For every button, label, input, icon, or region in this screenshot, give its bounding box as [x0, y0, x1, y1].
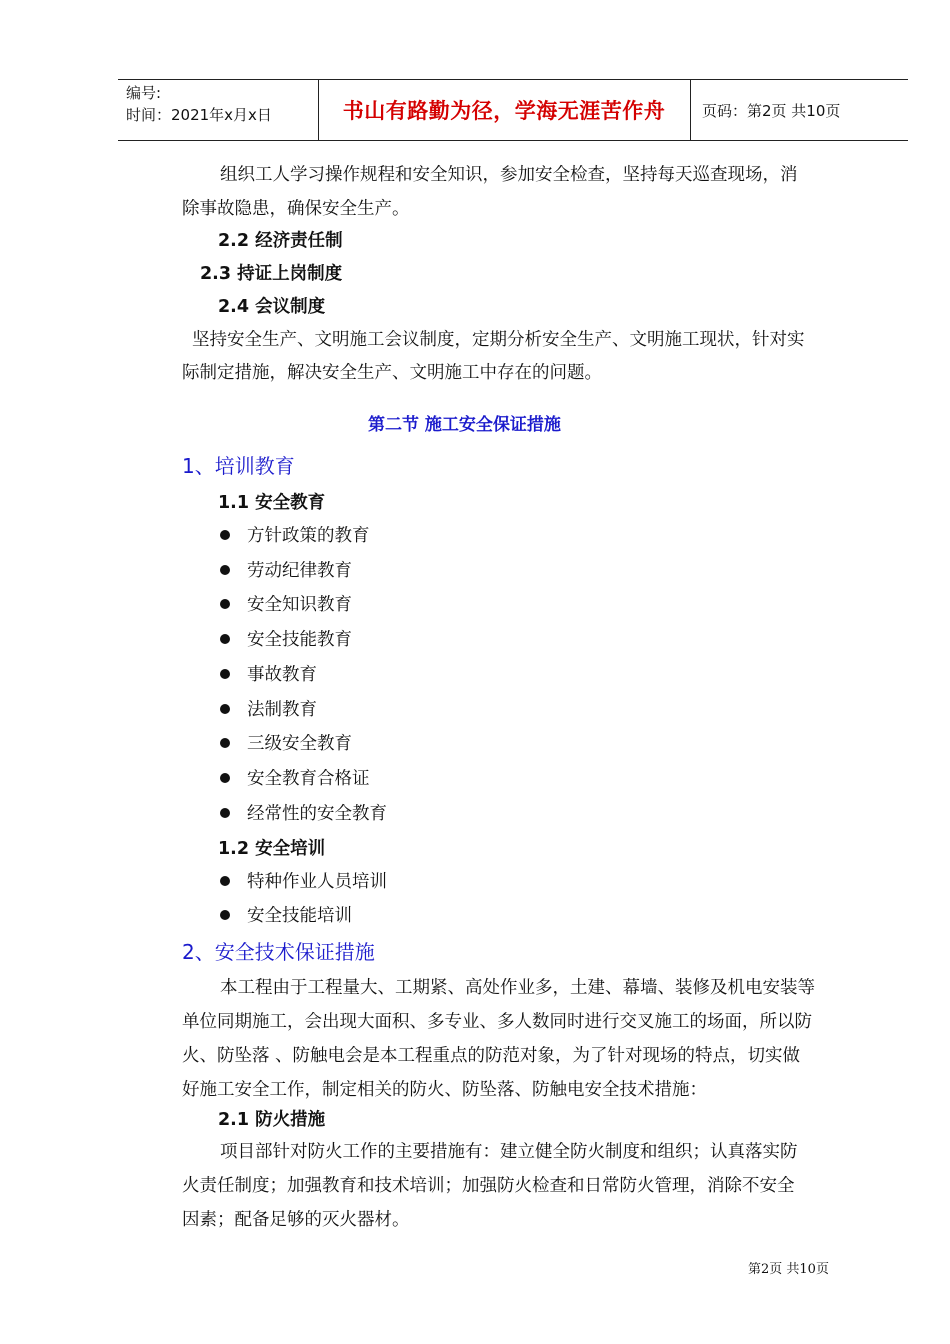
bullet-icon — [220, 565, 230, 575]
list-item: 方针政策的教育 — [247, 526, 370, 546]
paragraph-line: 本工程由于工程量大、工期紧、高处作业多，土建、幕墙、装修及机电安装等 — [220, 978, 815, 998]
heading-training: 1、培训教育 — [182, 454, 295, 478]
bullet-icon — [220, 669, 230, 679]
heading-technical-measures: 2、安全技术保证措施 — [182, 940, 375, 964]
list-item: 安全教育合格证 — [247, 769, 370, 789]
paragraph-line: 除事故隐患，确保安全生产。 — [182, 199, 410, 219]
paragraph-line: 组织工人学习操作规程和安全知识，参加安全检查，坚持每天巡查现场，消 — [220, 165, 798, 185]
section-title: 第二节 施工安全保证措施 — [368, 415, 561, 435]
paragraph-line: 单位同期施工，会出现大面积、多专业、多人数同时进行交叉施工的场面，所以防 — [182, 1012, 812, 1032]
paragraph-line: 项目部针对防火工作的主要措施有：建立健全防火制度和组织；认真落实防 — [220, 1142, 798, 1162]
bullet-icon — [220, 773, 230, 783]
subheading: 2.1 防火措施 — [218, 1110, 326, 1130]
bullet-icon — [220, 738, 230, 748]
bullet-icon — [220, 910, 230, 920]
subheading: 1.2 安全培训 — [218, 839, 326, 859]
subheading: 2.4 会议制度 — [218, 297, 326, 317]
bullet-icon — [220, 876, 230, 886]
page-footer: 第2页 共10页 — [748, 1262, 829, 1277]
bullet-icon — [220, 634, 230, 644]
time-label: 时间：2021年x月x日 — [126, 106, 272, 124]
paragraph-line: 火、防坠落 、防触电会是本工程重点的防范对象，为了针对现场的特点，切实做 — [182, 1046, 801, 1066]
paragraph-line: 际制定措施，解决安全生产、文明施工中存在的问题。 — [182, 363, 602, 383]
list-item: 安全知识教育 — [247, 595, 352, 615]
subheading: 2.2 经济责任制 — [218, 231, 343, 251]
header-meta — [126, 82, 316, 126]
page-header — [118, 79, 908, 141]
list-item: 经常性的安全教育 — [247, 804, 387, 824]
list-item: 事故教育 — [247, 665, 317, 685]
paragraph-line: 火责任制度；加强教育和技术培训；加强防火检查和日常防火管理，消除不安全 — [182, 1176, 795, 1196]
list-item: 安全技能培训 — [247, 906, 352, 926]
code-label: 编号: — [126, 84, 162, 102]
bullet-icon — [220, 530, 230, 540]
header-page-label: 页码：第2页 共10页 — [702, 101, 841, 120]
list-item: 安全技能教育 — [247, 630, 352, 650]
paragraph-line: 因素；配备足够的灭火器材。 — [182, 1210, 410, 1230]
list-item: 法制教育 — [247, 700, 317, 720]
paragraph-line: 好施工安全工作，制定相关的防火、防坠落、防触电安全技术措施： — [182, 1080, 707, 1100]
bullet-icon — [220, 704, 230, 714]
bullet-icon — [220, 808, 230, 818]
paragraph-line: 坚持安全生产、文明施工会议制度，定期分析安全生产、文明施工现状，针对实 — [192, 330, 805, 350]
subheading: 2.3 持证上岗制度 — [200, 264, 343, 284]
header-motto: 书山有路勤为径，学海无涯苦作舟 — [342, 99, 666, 123]
bullet-icon — [220, 599, 230, 609]
subheading: 1.1 安全教育 — [218, 493, 326, 513]
header-divider — [690, 80, 691, 140]
list-item: 三级安全教育 — [247, 734, 352, 754]
list-item: 劳动纪律教育 — [247, 561, 352, 581]
list-item: 特种作业人员培训 — [247, 872, 387, 892]
